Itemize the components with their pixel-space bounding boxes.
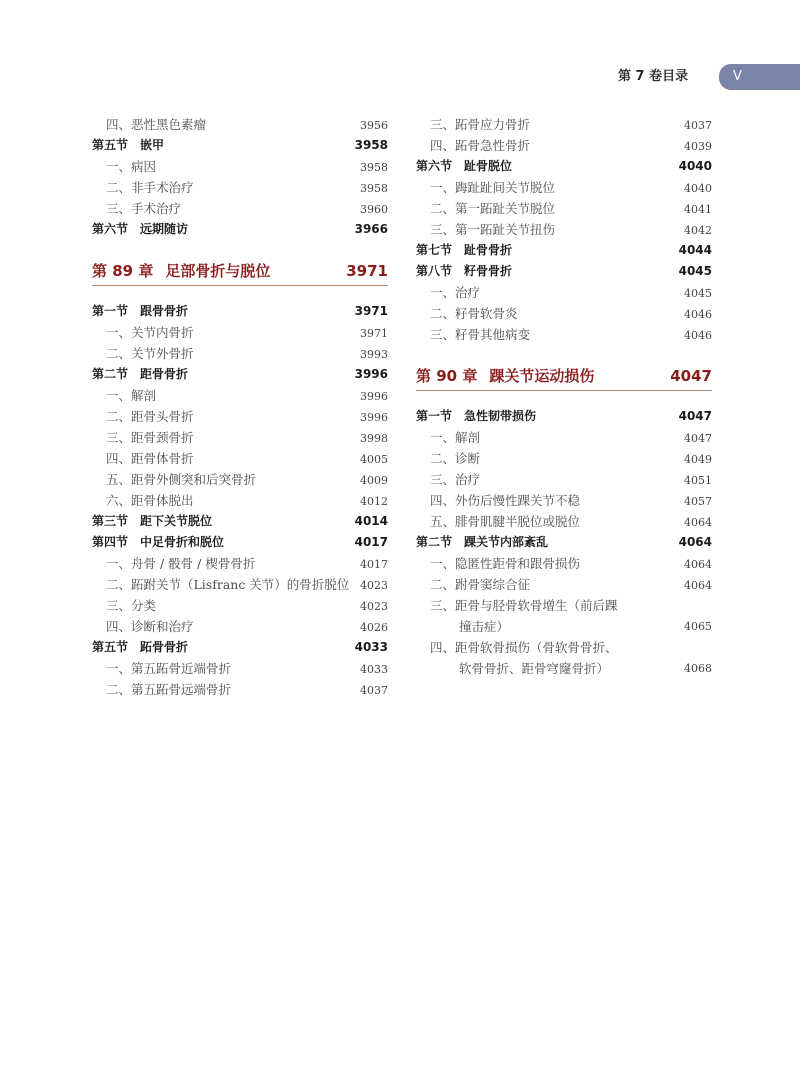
toc-entry-label: 一、关节内骨折 (106, 325, 194, 340)
toc-entry-label: 三、籽骨其他病变 (430, 327, 531, 342)
toc-entry[interactable] (92, 490, 388, 511)
chapter-title: 足部骨折与脱位 (165, 262, 271, 280)
toc-entry[interactable] (92, 448, 388, 469)
toc-entry[interactable] (416, 177, 712, 198)
toc-entry[interactable] (92, 343, 388, 364)
toc-entry-page: 4026 (360, 621, 388, 634)
toc-section[interactable] (92, 511, 388, 532)
section-number: 第一节 (416, 409, 453, 423)
toc-entry-label: 一、隐匿性距骨和跟骨损伤 (430, 556, 581, 571)
section-title: 趾骨骨折 (464, 243, 513, 257)
toc-entry-label: 一、第五跖骨近端骨折 (106, 661, 232, 676)
toc-entry-page: 4037 (684, 119, 712, 132)
toc-entry-page: 4068 (684, 662, 712, 675)
toc-entry[interactable] (416, 427, 712, 448)
toc-entry[interactable] (92, 574, 388, 595)
toc-entry-label: 五、腓骨肌腱半脱位或脱位 (430, 514, 581, 529)
toc-entry-label: 二、第五跖骨远端骨折 (106, 682, 232, 697)
chapter-page: 3971 (346, 262, 388, 280)
toc-entry-page: 4039 (684, 140, 712, 153)
toc-section[interactable] (416, 406, 712, 427)
section-number: 第二节 (416, 535, 453, 549)
section-title: 跟骨骨折 (140, 304, 189, 318)
section-title: 急性韧带损伤 (464, 409, 537, 423)
toc-entry-label: 三、第一跖趾关节扭伤 (430, 222, 556, 237)
section-page: 4044 (678, 243, 712, 257)
toc-entry[interactable] (416, 198, 712, 219)
toc-entry-label: 二、第一跖趾关节脱位 (430, 201, 556, 216)
toc-entry[interactable] (416, 303, 712, 324)
chapter-title: 踝关节运动损伤 (489, 367, 595, 385)
toc-entry-page: 3956 (360, 119, 388, 132)
toc-entry-label: 六、距骨体脱出 (106, 493, 194, 508)
toc-entry-page: 4023 (360, 600, 388, 613)
toc-entry[interactable] (92, 114, 388, 135)
toc-entry-page: 3993 (360, 348, 388, 361)
toc-entry-label: 四、距骨软骨损伤（骨软骨骨折、 软骨骨折、距骨穹窿骨折） (430, 640, 618, 676)
section-number: 第五节 (92, 640, 129, 654)
toc-entry[interactable] (416, 219, 712, 240)
toc-section[interactable] (416, 532, 712, 553)
toc-section[interactable] (416, 261, 712, 282)
toc-entry-page: 4009 (360, 474, 388, 487)
toc-entry-label: 四、外伤后慢性踝关节不稳 (430, 493, 581, 508)
toc-entry-page: 4065 (684, 620, 712, 633)
toc-entry-page: 3960 (360, 203, 388, 216)
section-title: 距下关节脱位 (140, 514, 213, 528)
section-number: 第二节 (92, 367, 129, 381)
toc-entry-page: 4037 (360, 684, 388, 697)
section-title: 嵌甲 (140, 138, 165, 152)
section-page: 4033 (354, 640, 388, 654)
toc-entry[interactable] (416, 114, 712, 135)
page-number-tab (719, 64, 800, 90)
toc-entry[interactable] (416, 448, 712, 469)
section-number: 第六节 (92, 222, 129, 236)
toc-entry-label: 二、非手术治疗 (106, 180, 194, 195)
toc-entry-page: 4064 (684, 558, 712, 571)
toc-entry-label: 三、跖骨应力骨折 (430, 117, 531, 132)
toc-entry-page: 3996 (360, 390, 388, 403)
section-title: 中足骨折和脱位 (140, 535, 225, 549)
toc-entry-page: 4047 (684, 432, 712, 445)
section-number: 第八节 (416, 264, 453, 278)
toc-entry[interactable] (416, 490, 712, 511)
toc-entry[interactable] (416, 595, 712, 637)
toc-entry-label: 二、籽骨软骨炎 (430, 306, 518, 321)
chapter-heading[interactable] (416, 366, 712, 391)
section-page: 3971 (354, 304, 388, 318)
toc-entry[interactable] (92, 156, 388, 177)
chapter-heading[interactable] (92, 261, 388, 286)
toc-entry-page: 3998 (360, 432, 388, 445)
chapter-number: 第 90 章 (416, 367, 478, 385)
section-number: 第七节 (416, 243, 453, 257)
toc-entry-label: 三、手术治疗 (106, 201, 182, 216)
toc-entry-label: 四、诊断和治疗 (106, 619, 194, 634)
toc-entry-label: 四、距骨体骨折 (106, 451, 194, 466)
toc-entry-label: 三、距骨与胫骨软骨增生（前后踝 撞击症） (430, 598, 618, 634)
toc-entry-page: 3958 (360, 161, 388, 174)
toc-entry[interactable] (416, 637, 712, 679)
section-page: 4064 (678, 535, 712, 549)
toc-entry[interactable] (92, 679, 388, 700)
toc-left-column (92, 114, 388, 700)
toc-entry-label: 二、距骨头骨折 (106, 409, 194, 424)
toc-entry-page: 4046 (684, 308, 712, 321)
toc-entry[interactable] (92, 406, 388, 427)
toc-entry[interactable] (92, 553, 388, 574)
section-page: 3996 (354, 367, 388, 381)
chapter-page: 4047 (670, 367, 712, 385)
page-header-title: 第 7 卷目录 (618, 69, 689, 84)
toc-entry-label: 一、舟骨 / 骰骨 / 楔骨骨折 (106, 556, 256, 571)
section-title: 籽骨骨折 (464, 264, 513, 278)
toc-section[interactable] (92, 532, 388, 553)
toc-entry[interactable] (416, 553, 712, 574)
toc-entry-label: 三、治疗 (430, 472, 481, 487)
section-page: 3958 (354, 138, 388, 152)
section-page: 4047 (678, 409, 712, 423)
toc-entry-page: 4005 (360, 453, 388, 466)
toc-entry[interactable] (92, 322, 388, 343)
toc-entry-page: 4045 (684, 287, 712, 300)
toc-entry-label: 三、分类 (106, 598, 157, 613)
toc-entry-label: 一、病因 (106, 159, 157, 174)
section-number: 第四节 (92, 535, 129, 549)
section-page: 4040 (678, 159, 712, 173)
section-title: 跖骨骨折 (140, 640, 189, 654)
toc-entry-page: 4012 (360, 495, 388, 508)
toc-entry[interactable] (416, 469, 712, 490)
toc-entry-page: 4041 (684, 203, 712, 216)
toc-entry[interactable] (92, 427, 388, 448)
toc-entry-label: 四、恶性黑色素瘤 (106, 117, 207, 132)
toc-entry[interactable] (92, 385, 388, 406)
toc-entry-label: 二、诊断 (430, 451, 481, 466)
toc-section[interactable] (92, 301, 388, 322)
toc-entry[interactable] (416, 282, 712, 303)
toc-entry-page: 4051 (684, 474, 712, 487)
toc-section[interactable] (92, 637, 388, 658)
toc-entry[interactable] (92, 658, 388, 679)
section-page: 4045 (678, 264, 712, 278)
toc-entry-page: 4040 (684, 182, 712, 195)
toc-entry-page: 4017 (360, 558, 388, 571)
section-number: 第五节 (92, 138, 129, 152)
toc-entry-page: 4064 (684, 516, 712, 529)
toc-entry[interactable] (92, 177, 388, 198)
toc-section[interactable] (92, 364, 388, 385)
toc-entry-page: 4042 (684, 224, 712, 237)
section-page: 4014 (354, 514, 388, 528)
toc-entry[interactable] (92, 469, 388, 490)
toc-entry[interactable] (92, 616, 388, 637)
page-number: V (733, 69, 742, 84)
section-title: 远期随访 (140, 222, 189, 236)
toc-entry[interactable] (416, 135, 712, 156)
toc-entry-page: 4064 (684, 579, 712, 592)
toc-entry[interactable] (92, 198, 388, 219)
toc-entry-page: 4049 (684, 453, 712, 466)
toc-right-column (416, 114, 712, 679)
toc-entry[interactable] (416, 574, 712, 595)
section-title: 趾骨脱位 (464, 159, 513, 173)
toc-entry-page: 4033 (360, 663, 388, 676)
section-number: 第一节 (92, 304, 129, 318)
section-title: 距骨骨折 (140, 367, 189, 381)
toc-entry-label: 一、踇趾趾间关节脱位 (430, 180, 556, 195)
toc-entry-page: 4057 (684, 495, 712, 508)
section-page: 4017 (354, 535, 388, 549)
toc-entry-label: 一、解剖 (430, 430, 481, 445)
toc-entry-label: 一、解剖 (106, 388, 157, 403)
toc-entry-label: 二、跗骨窦综合征 (430, 577, 531, 592)
toc-section[interactable] (92, 219, 388, 240)
section-number: 第三节 (92, 514, 129, 528)
toc-section[interactable] (416, 240, 712, 261)
section-title: 踝关节内部紊乱 (464, 535, 549, 549)
toc-entry[interactable] (416, 324, 712, 345)
toc-entry-page: 3971 (360, 327, 388, 340)
toc-entry-label: 四、跖骨急性骨折 (430, 138, 531, 153)
section-number: 第六节 (416, 159, 453, 173)
toc-entry-page: 4046 (684, 329, 712, 342)
toc-entry-label: 三、距骨颈骨折 (106, 430, 194, 445)
toc-entry[interactable] (92, 595, 388, 616)
toc-entry-label: 五、距骨外侧突和后突骨折 (106, 472, 257, 487)
toc-entry-label: 二、跖跗关节（Lisfranc 关节）的骨折脱位 (106, 577, 350, 592)
toc-section[interactable] (92, 135, 388, 156)
toc-entry[interactable] (416, 511, 712, 532)
toc-entry-page: 3996 (360, 411, 388, 424)
toc-section[interactable] (416, 156, 712, 177)
toc-entry-page: 4023 (360, 579, 388, 592)
chapter-number: 第 89 章 (92, 262, 154, 280)
toc-entry-label: 一、治疗 (430, 285, 481, 300)
toc-entry-page: 3958 (360, 182, 388, 195)
toc-entry-label: 二、关节外骨折 (106, 346, 194, 361)
section-page: 3966 (354, 222, 388, 236)
